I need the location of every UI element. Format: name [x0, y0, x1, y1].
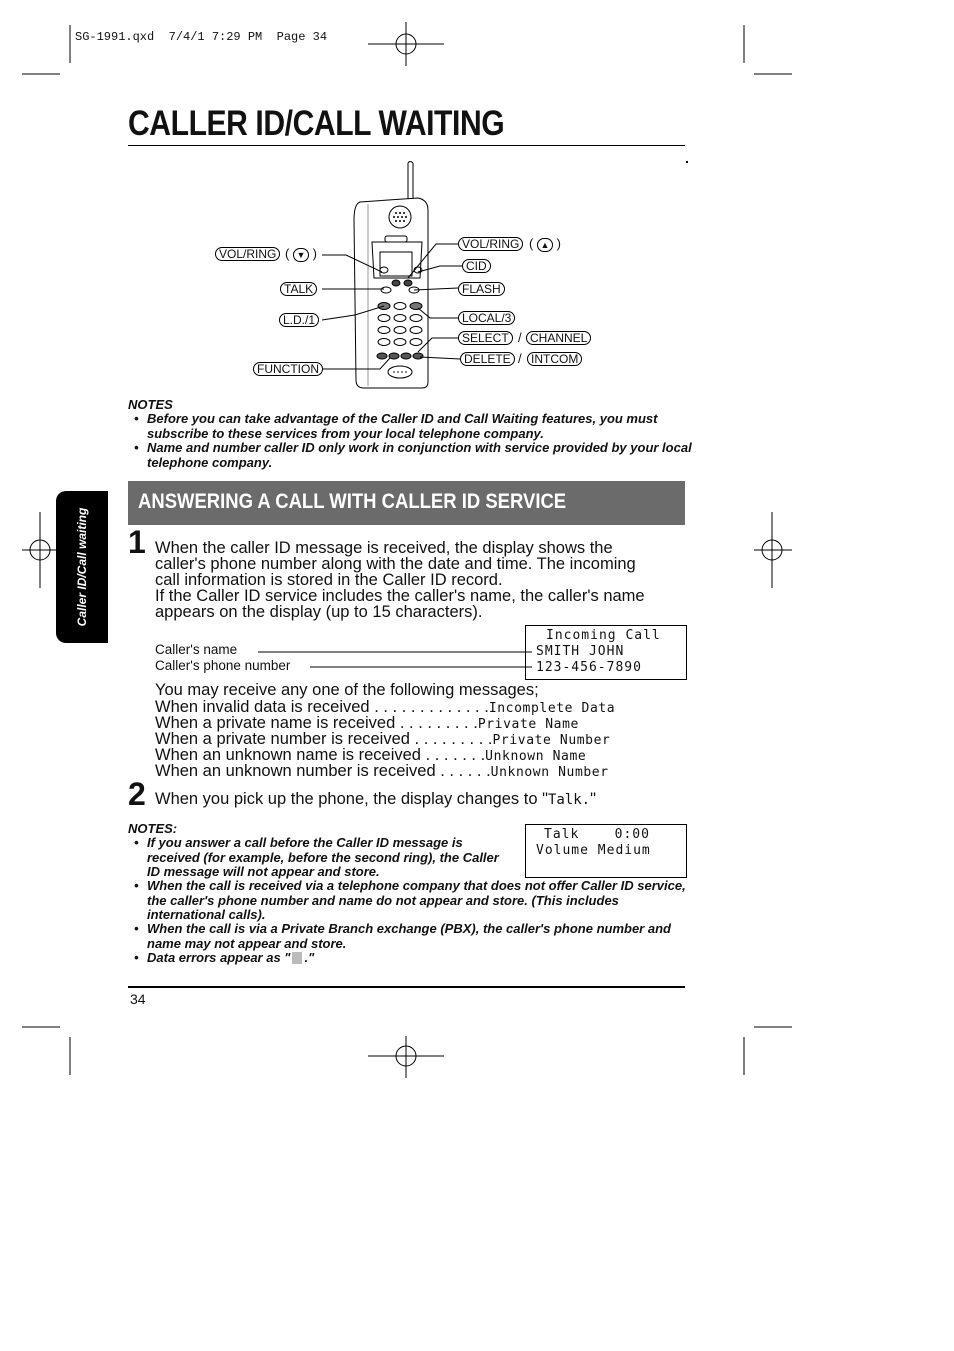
step-number: 2: [128, 776, 146, 812]
up-arrow-icon: ( ▲ ): [529, 236, 561, 251]
step-number: 1: [128, 524, 146, 560]
callers-number-label: Caller's phone number: [155, 658, 291, 673]
section-title: ANSWERING A CALL WITH CALLER ID SERVICE: [138, 490, 567, 513]
step2-text: When you pick up the phone, the display changes to "Talk.": [155, 790, 596, 808]
note-item: • If you answer a call before the Caller ID message is received (for example, before the second ring), the Caller ID message will not appear and store.: [134, 835, 499, 879]
page-number: 34: [130, 991, 146, 1007]
data-error-block-icon: [292, 952, 302, 964]
callers-name-label: Caller's name: [155, 642, 238, 657]
note-item: • Data errors appear as " .": [134, 950, 315, 965]
vol-ring-up-label: VOL/RING: [458, 237, 523, 251]
talk-display: Talk 0:00 Volume Medium: [525, 824, 687, 878]
incoming-call-display: Incoming Call SMITH JOHN 123-456-7890: [525, 625, 687, 680]
page-title: CALLER ID/CALL WAITING: [128, 104, 505, 143]
channel-label: CHANNEL: [526, 331, 591, 345]
step1-text: When the caller ID message is received, the display shows the caller's phone number along with the date and time. The incoming call information is stored in the Caller ID record. If the Caller ID service includes the caller's name, the caller's name appears on the display (up to 15 characters).: [155, 539, 645, 621]
select-label: SELECT: [458, 331, 513, 345]
local3-label: LOCAL/3: [458, 311, 515, 325]
notes-heading: NOTES: [128, 397, 173, 412]
registration-dot: [686, 161, 688, 163]
message-row: When a private name is received . . . . . . . . .Private Name: [155, 714, 579, 732]
side-tab-label: Caller ID/Call waiting: [75, 507, 89, 627]
title-divider: [128, 145, 685, 146]
message-row: When a private number is received . . . . . . . . .Private Number: [155, 730, 611, 748]
note-item: • When the call is via a Private Branch exchange (PBX), the caller's phone number and name may not appear and store.: [134, 921, 671, 951]
intcom-label: INTCOM: [527, 352, 582, 366]
message-row: When an unknown name is received . . . . . . .Unknown Name: [155, 746, 587, 764]
cid-label: CID: [462, 259, 491, 273]
footer-divider: [128, 986, 685, 988]
side-tab: [56, 491, 108, 643]
flash-label: FLASH: [458, 282, 505, 296]
function-label: FUNCTION: [253, 362, 323, 376]
down-arrow-icon: ( ▼ ): [285, 246, 317, 261]
slash-separator: /: [518, 351, 522, 366]
ld1-label: L.D./1: [279, 313, 319, 327]
section-header: [128, 481, 685, 525]
note-item: • Name and number caller ID only work in conjunction with service provided by your local telephone company.: [134, 440, 692, 470]
note-item: • When the call is received via a telephone company that does not offer Caller ID service, the caller's phone number and name do not appear and store. (This includes international calls).: [134, 878, 686, 922]
note-item: • Before you can take advantage of the Caller ID and Call Waiting features, you must subscribe to these services from your local telephone company.: [134, 411, 658, 441]
vol-ring-down-label: VOL/RING: [215, 247, 280, 261]
file-info-header: SG-1991.qxd 7/4/1 7:29 PM Page 34: [75, 30, 328, 44]
messages-intro: You may receive any one of the following messages;: [155, 681, 539, 699]
notes-heading: NOTES:: [128, 821, 178, 836]
talk-label: TALK: [280, 282, 317, 296]
message-row: When invalid data is received . . . . . . . . . . . . .Incomplete Data: [155, 698, 616, 716]
message-row: When an unknown number is received . . . . . .Unknown Number: [155, 762, 609, 780]
delete-label: DELETE: [460, 352, 515, 366]
slash-separator: /: [518, 330, 522, 345]
caller-leader-lines: [250, 645, 540, 675]
